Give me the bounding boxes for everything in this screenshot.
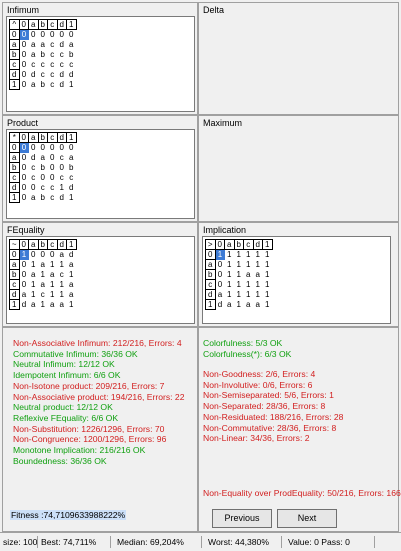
table-row (206, 290, 273, 300)
table-cell[interactable]: * (10, 133, 20, 143)
infimum-grid[interactable] (6, 16, 195, 112)
results-right-panel (198, 327, 399, 532)
table-cell[interactable]: 1 (255, 260, 260, 269)
table-cell[interactable]: 0 (21, 193, 27, 202)
table-cell[interactable]: b (69, 50, 74, 59)
table-cell[interactable]: b (206, 270, 216, 280)
table-cell[interactable]: d (10, 290, 20, 300)
table-cell[interactable]: 1 (19, 250, 29, 260)
result-message: Colorfulness: 5/3 OK (203, 338, 283, 348)
table-cell[interactable]: a (31, 270, 36, 279)
table-cell[interactable]: 1 (227, 290, 232, 299)
table-cell[interactable]: 0 (21, 183, 27, 192)
table-cell[interactable]: d (69, 70, 74, 79)
table-cell[interactable]: a (40, 40, 45, 49)
table-cell[interactable]: 0 (10, 143, 20, 153)
implication-grid[interactable] (202, 236, 391, 324)
table-cell[interactable]: 1 (265, 280, 270, 289)
table-cell[interactable]: 0 (40, 250, 45, 260)
table-cell[interactable]: 1 (265, 260, 270, 269)
table-cell[interactable]: a (50, 270, 55, 279)
table-cell[interactable]: 1 (246, 290, 251, 299)
table-cell[interactable]: a (69, 153, 74, 162)
left-messages (13, 338, 185, 466)
table-cell[interactable]: 1 (31, 290, 36, 299)
table-cell[interactable]: 1 (246, 260, 251, 269)
result-message: Non-Commutative: 28/36, Errors: 8 (203, 422, 337, 433)
table-row (206, 280, 273, 290)
table-cell[interactable]: 0 (50, 163, 55, 172)
table-cell[interactable]: 1 (246, 250, 251, 260)
result-message: Commutative Infimum: 36/36 OK (13, 348, 138, 359)
table-cell[interactable]: 1 (246, 280, 251, 289)
right-messages-mid (203, 369, 343, 444)
fequality-title: FEquality (7, 225, 45, 235)
result-message: Colorfulness(*): 6/3 OK (203, 348, 292, 359)
table-cell[interactable]: c (50, 193, 55, 202)
status-best: Best: 74,711% (38, 536, 111, 548)
table-cell[interactable]: ~ (10, 240, 20, 250)
table-cell[interactable]: 1 (59, 280, 64, 289)
table-cell[interactable]: 1 (265, 250, 270, 260)
table-cell[interactable]: 0 (40, 143, 45, 153)
table-cell[interactable]: 0 (50, 30, 55, 40)
table-row (10, 300, 77, 310)
table-cell[interactable]: 1 (227, 250, 232, 260)
result-message: Non-Goodness: 2/6, Errors: 4 (203, 369, 316, 379)
table-cell[interactable]: 1 (236, 260, 241, 269)
result-message: Non-Involutive: 0/6, Errors: 6 (203, 379, 313, 390)
table-cell[interactable]: a (217, 290, 223, 299)
table-cell[interactable]: 0 (50, 250, 55, 260)
table-cell[interactable]: 1 (265, 300, 270, 309)
table-cell[interactable]: 0 (31, 30, 36, 40)
table-cell[interactable]: 0 (21, 280, 27, 289)
table-cell[interactable]: 1 (40, 300, 45, 309)
table-cell[interactable]: 1 (50, 280, 55, 289)
table-cell[interactable]: b (40, 193, 45, 202)
table-row (206, 270, 273, 280)
table-cell[interactable]: b (40, 80, 45, 89)
table-cell[interactable]: a (227, 300, 232, 309)
result-message: Non-Semiseparated: 5/6, Errors: 1 (203, 390, 334, 401)
table-row (10, 250, 77, 260)
table-cell[interactable]: a (246, 300, 251, 309)
fitness-value: Fitness :74,7109633988222% (11, 510, 126, 520)
table-row (10, 193, 77, 203)
table-cell[interactable]: 1 (69, 80, 74, 89)
table-row (10, 260, 77, 270)
table-cell[interactable]: 0 (50, 143, 55, 153)
table-cell[interactable]: d (69, 183, 74, 192)
result-message: Non-Residuated: 188/216, Errors: 28 (203, 411, 344, 422)
table-cell[interactable]: 1 (69, 270, 74, 279)
result-message: Reflexive FEquality: 6/6 OK (13, 412, 119, 423)
result-message: Boundedness: 36/36 OK (13, 455, 107, 466)
table-cell[interactable]: d (57, 20, 67, 30)
result-message: Non-Separated: 28/36, Errors: 8 (203, 401, 326, 412)
table-cell[interactable]: 1 (10, 193, 20, 203)
table-cell[interactable]: 0 (31, 250, 36, 260)
product-title: Product (7, 118, 39, 128)
table-cell[interactable]: b (10, 163, 20, 173)
table-cell[interactable]: b (234, 240, 244, 250)
table-cell[interactable]: a (255, 300, 260, 309)
result-message: Idempotent Infimum: 6/6 OK (13, 370, 121, 381)
table-cell[interactable]: 1 (215, 250, 225, 260)
table-cell[interactable]: c (50, 70, 55, 79)
table-cell[interactable]: d (31, 153, 36, 162)
table-cell[interactable]: 1 (10, 80, 20, 90)
table-cell[interactable]: c (59, 270, 64, 279)
table-cell[interactable]: 0 (21, 260, 27, 269)
table-cell[interactable]: 1 (31, 280, 36, 289)
table-header-row (206, 240, 273, 250)
table-cell[interactable]: c (206, 280, 216, 290)
table-cell[interactable]: a (69, 290, 74, 299)
table-cell[interactable]: a (69, 40, 74, 49)
fequality-panel (2, 222, 198, 327)
table-cell[interactable]: 0 (69, 30, 74, 40)
table-cell[interactable]: 1 (50, 260, 55, 269)
table-cell[interactable]: 0 (59, 163, 64, 172)
next-button[interactable]: Next (277, 509, 337, 528)
table-row (10, 80, 77, 90)
table-cell[interactable]: a (50, 300, 55, 309)
table-cell[interactable]: 1 (59, 290, 64, 299)
table-cell[interactable]: c (40, 70, 45, 79)
result-message: Monotone Implication: 216/216 OK (13, 445, 146, 456)
table-cell[interactable]: 1 (69, 300, 74, 309)
table-cell[interactable]: a (29, 20, 39, 30)
table-cell[interactable]: c (50, 40, 55, 49)
status-worst: Worst: 44,380% (205, 536, 282, 548)
table-cell[interactable]: 0 (19, 30, 29, 40)
previous-button[interactable]: Previous (212, 509, 272, 528)
implication-title: Implication (203, 225, 247, 235)
table-cell[interactable]: a (69, 280, 74, 289)
table-row (10, 50, 77, 60)
result-message: Neutral product: 12/12 OK (13, 402, 113, 413)
table-cell[interactable]: a (31, 40, 36, 49)
result-message: Non-Linear: 34/36, Errors: 2 (203, 433, 310, 444)
result-message: Non-Isotone product: 209/216, Errors: 7 (13, 380, 165, 391)
table-cell[interactable]: 0 (21, 50, 27, 59)
table-cell[interactable]: c (40, 290, 45, 299)
table-header-row (10, 240, 77, 250)
table-cell[interactable]: d (21, 300, 27, 309)
results-left-panel (2, 327, 198, 532)
table-cell[interactable]: c (50, 80, 55, 89)
result-message: Non-Associative product: 194/216, Errors: 22 (13, 391, 185, 402)
right-messages-top (203, 338, 291, 359)
table-cell[interactable]: 0 (40, 30, 45, 40)
table-cell[interactable]: 1 (236, 280, 241, 289)
table-row (10, 183, 77, 193)
table-cell[interactable]: c (59, 50, 64, 59)
table-cell[interactable]: 1 (263, 240, 273, 250)
table-cell[interactable]: b (40, 50, 45, 59)
table-cell[interactable]: c (69, 173, 74, 182)
product-grid[interactable] (6, 129, 195, 219)
table-cell[interactable]: 0 (217, 270, 223, 279)
table-cell[interactable]: 0 (217, 280, 223, 289)
table-header-row (10, 20, 77, 30)
table-cell[interactable]: 1 (227, 280, 232, 289)
table-cell[interactable]: 0 (69, 143, 74, 153)
table-cell[interactable]: 1 (227, 270, 232, 279)
table-cell[interactable]: 1 (59, 260, 64, 269)
table-cell[interactable]: 0 (21, 80, 27, 89)
table-cell[interactable]: a (206, 260, 216, 270)
table-cell[interactable]: c (31, 173, 36, 182)
table-cell[interactable]: c (59, 173, 64, 182)
table-cell[interactable]: a (31, 300, 36, 309)
table-cell[interactable]: 0 (31, 143, 36, 153)
table-cell[interactable]: a (69, 260, 74, 269)
table-cell[interactable]: c (10, 173, 20, 183)
table-cell[interactable]: 1 (255, 290, 260, 299)
table-row (10, 60, 77, 70)
table-row (10, 280, 77, 290)
table-cell[interactable]: 1 (206, 300, 216, 310)
table-row (10, 143, 77, 153)
table-row (206, 300, 273, 310)
table-cell[interactable]: 0 (19, 143, 29, 153)
implication-panel (198, 222, 399, 327)
table-cell[interactable]: a (59, 300, 64, 309)
table-cell[interactable]: d (59, 70, 64, 79)
result-message: Non-Congruence: 1200/1296, Errors: 96 (13, 434, 167, 445)
table-cell[interactable]: 1 (67, 133, 77, 143)
table-cell[interactable]: 1 (10, 300, 20, 310)
table-row (10, 270, 77, 280)
table-cell[interactable]: c (31, 60, 36, 69)
table-cell[interactable]: a (10, 40, 20, 50)
table-cell[interactable]: 1 (265, 270, 270, 279)
table-cell[interactable]: 1 (67, 240, 77, 250)
table-cell[interactable]: d (10, 70, 20, 80)
table-cell[interactable]: 1 (50, 290, 55, 299)
table-cell[interactable]: a (40, 153, 45, 162)
table-cell[interactable]: 1 (40, 270, 45, 279)
table-cell[interactable]: c (10, 280, 20, 290)
table-cell[interactable]: a (225, 240, 235, 250)
table-cell[interactable]: 1 (69, 193, 74, 202)
status-value: Value: 0 Pass: 0 (285, 536, 375, 548)
table-cell[interactable]: 1 (236, 290, 241, 299)
table-cell[interactable]: 0 (21, 173, 27, 182)
table-cell[interactable]: 1 (236, 300, 241, 309)
table-cell[interactable]: ^ (10, 20, 20, 30)
table-cell[interactable]: 0 (206, 250, 216, 260)
table-cell[interactable]: 1 (236, 250, 241, 260)
result-message: Non-Substitution: 1226/1296, Errors: 70 (13, 423, 165, 434)
infimum-panel (2, 2, 198, 115)
table-cell[interactable]: a (40, 260, 45, 269)
table-cell[interactable]: 0 (21, 163, 27, 172)
table-cell[interactable]: d (57, 133, 67, 143)
table-cell[interactable]: c (59, 60, 64, 69)
table-cell[interactable]: a (31, 50, 36, 59)
table-cell[interactable]: d (57, 240, 67, 250)
table-cell[interactable]: d (10, 183, 20, 193)
table-row (10, 30, 77, 40)
table-cell[interactable]: c (48, 133, 58, 143)
table-cell[interactable]: 0 (21, 153, 27, 162)
table-cell[interactable]: c (48, 240, 58, 250)
table-header-row (10, 133, 77, 143)
fequality-grid[interactable] (6, 236, 195, 324)
table-cell[interactable]: 1 (265, 290, 270, 299)
table-cell[interactable]: b (40, 163, 45, 172)
table-cell[interactable]: 1 (227, 260, 232, 269)
status-median: Median: 69,204% (114, 536, 202, 548)
table-cell[interactable]: 1 (67, 20, 77, 30)
table-cell[interactable]: d (69, 250, 74, 260)
table-cell[interactable]: a (10, 153, 20, 163)
table-cell[interactable]: c (50, 60, 55, 69)
table-cell[interactable]: c (50, 183, 55, 192)
table-cell[interactable]: d (59, 193, 64, 202)
table-cell[interactable]: 0 (40, 173, 45, 182)
table-cell[interactable]: b (10, 50, 20, 60)
table-cell[interactable]: d (59, 40, 64, 49)
table-cell[interactable]: 1 (255, 280, 260, 289)
table-cell[interactable]: 0 (59, 143, 64, 153)
table-cell[interactable]: a (29, 240, 39, 250)
maximum-panel (198, 115, 399, 222)
table-row (10, 173, 77, 183)
status-bar (0, 532, 401, 551)
table-cell[interactable]: a (31, 193, 36, 202)
table-cell[interactable]: 0 (19, 20, 29, 30)
product-panel (2, 115, 198, 222)
table-cell[interactable]: 1 (236, 270, 241, 279)
table-cell[interactable]: c (50, 50, 55, 59)
table-cell[interactable]: c (31, 163, 36, 172)
table-cell[interactable]: b (69, 163, 74, 172)
table-cell[interactable]: d (253, 240, 263, 250)
table-row (10, 153, 77, 163)
table-cell[interactable]: a (59, 250, 64, 260)
status-size: size: 100 (0, 536, 38, 548)
table-cell[interactable]: c (40, 60, 45, 69)
table-cell[interactable]: 0 (31, 183, 36, 192)
table-cell[interactable]: 0 (10, 30, 20, 40)
table-cell[interactable]: > (206, 240, 216, 250)
table-cell[interactable]: a (246, 270, 251, 279)
table-cell[interactable]: a (255, 270, 260, 279)
table-cell[interactable]: 0 (50, 153, 55, 162)
infimum-title: Infimum (7, 5, 40, 15)
table-row (10, 70, 77, 80)
table-cell[interactable]: c (48, 20, 58, 30)
table-cell[interactable]: 0 (10, 250, 20, 260)
table-row (206, 250, 273, 260)
table-cell[interactable]: c (244, 240, 254, 250)
table-cell[interactable]: b (38, 20, 48, 30)
table-cell[interactable]: a (29, 133, 39, 143)
table-cell[interactable]: d (217, 300, 223, 309)
table-cell[interactable]: c (59, 153, 64, 162)
table-cell[interactable]: b (38, 240, 48, 250)
table-cell[interactable]: d (206, 290, 216, 300)
table-cell[interactable]: c (69, 60, 74, 69)
table-cell[interactable]: 1 (59, 183, 64, 192)
table-cell[interactable]: 1 (31, 260, 36, 269)
table-cell[interactable]: b (38, 133, 48, 143)
table-cell[interactable]: 0 (21, 60, 27, 69)
table-cell[interactable]: 0 (19, 240, 29, 250)
table-row (10, 290, 77, 300)
table-cell[interactable]: c (10, 60, 20, 70)
table-cell[interactable]: 0 (21, 270, 27, 279)
table-cell[interactable]: a (10, 260, 20, 270)
maximum-title: Maximum (203, 118, 243, 128)
table-row (10, 40, 77, 50)
table-cell[interactable]: a (31, 80, 36, 89)
result-message: Non-Equality over ProdEquality: 50/216, Errors: 166 (203, 488, 401, 498)
result-message: Non-Associative Infimum: 212/216, Errors: 4 (13, 338, 182, 348)
table-cell[interactable]: 0 (19, 133, 29, 143)
table-cell[interactable]: 0 (59, 30, 64, 40)
table-cell[interactable]: a (40, 280, 45, 289)
delta-panel (198, 2, 399, 115)
table-cell[interactable]: 1 (255, 250, 260, 260)
table-cell[interactable]: d (31, 70, 36, 79)
delta-title: Delta (203, 5, 225, 15)
table-cell[interactable]: b (10, 270, 20, 280)
table-cell[interactable]: 0 (21, 70, 27, 79)
table-cell[interactable]: c (40, 183, 45, 192)
table-cell[interactable]: d (59, 80, 64, 89)
table-cell[interactable]: 0 (215, 240, 225, 250)
result-message: Neutral Infimum: 12/12 OK (13, 359, 115, 370)
table-cell[interactable]: 0 (21, 40, 27, 49)
table-row (206, 260, 273, 270)
table-cell[interactable]: 0 (217, 260, 223, 269)
right-messages-bottom (203, 488, 401, 499)
table-cell[interactable]: 0 (50, 173, 55, 182)
table-row (10, 163, 77, 173)
table-cell[interactable]: a (21, 290, 27, 299)
